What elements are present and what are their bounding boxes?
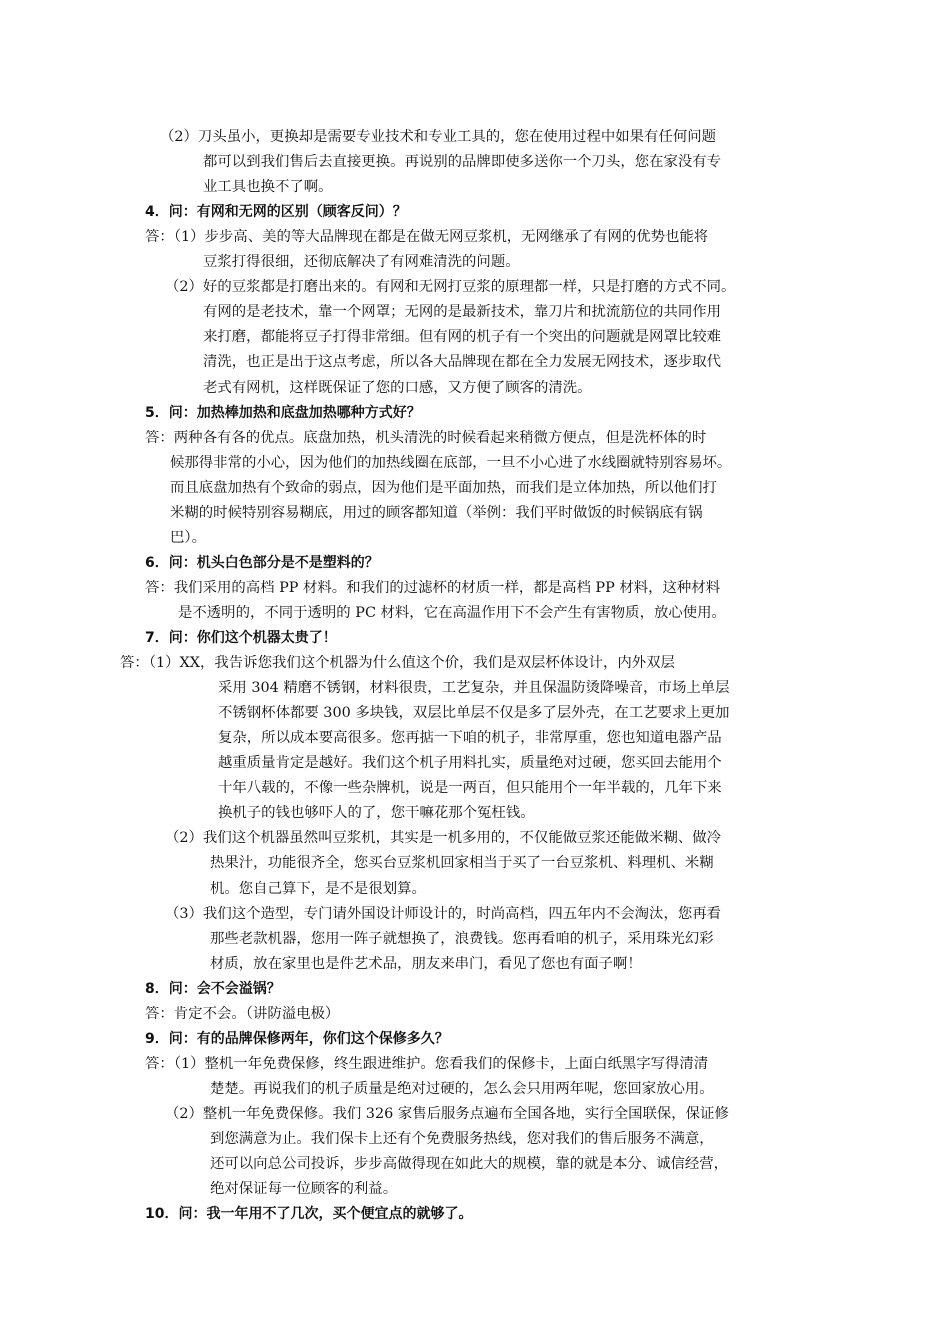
text-line: 热果汁，功能很齐全，您买台豆浆机回家相当于买了一台豆浆机、料理机、米糊 — [210, 855, 714, 872]
text-line: 清洗，也正是出于这点考虑，所以各大品牌现在都在全力发展无网技术，逐步取代 — [203, 354, 722, 371]
text-line: 那些老款机器，您用一阵子就想换了，浪费钱。您再看咱的机子，采用珠光幻彩 — [210, 930, 714, 947]
text-line: 还可以向总公司投诉，步步高做得现在如此大的规模，靠的就是本分、诚信经营， — [210, 1156, 729, 1173]
question-heading: 7．问：你们这个机器太贵了！ — [145, 630, 337, 646]
text-line: 机。您自己算下，是不是很划算。 — [210, 880, 426, 897]
text-line: （2）我们这个机器虽然叫豆浆机，其实是一机多用的，不仅能做豆浆还能做米糊、做冷 — [165, 830, 722, 847]
text-line: 都可以到我们售后去直接更换。再说别的品牌即使多送你一个刀头，您在家没有专 — [203, 154, 722, 171]
text-line: 是不透明的，不同于透明的 PC 材料，它在高温作用下不会产生有害物质，放心使用。 — [178, 604, 726, 621]
text-line: 豆浆打得很细，还彻底解决了有网难清洗的问题。 — [203, 254, 520, 271]
text-line: 老式有网机，这样既保证了您的口感，又方便了顾客的清洗。 — [203, 379, 592, 396]
text-line: 答：（1）XX，我告诉您我们这个机器为什么值这个价，我们是双层杯体设计，内外双层 — [120, 655, 675, 672]
text-line: 答：两种各有各的优点。底盘加热，机头清洗的时候看起来稍微方便点，但是洗杯体的时 — [145, 429, 707, 446]
question-heading: 4．问：有网和无网的区别（顾客反问）？ — [145, 204, 407, 221]
text-line: 业工具也换不了啊。 — [203, 179, 333, 196]
text-line: 换机子的钱也够吓人的了，您干嘛花那个冤枉钱。 — [218, 805, 535, 822]
text-line: 米糊的时候特别容易糊底，用过的顾客都知道（举例：我们平时做饭的时候锅底有锅 — [170, 504, 703, 521]
question-heading: 10．问：我一年用不了几次，买个便宜点的就够了。 — [145, 1206, 473, 1223]
text-line: 十年八载的，不像一些杂牌机，说是一两百，但只能用个一年半载的，几年下来 — [218, 780, 722, 797]
text-line: 而且底盘加热有个致命的弱点，因为他们是平面加热，而我们是立体加热，所以他们打 — [170, 479, 717, 496]
text-line: 答：我们采用的高档 PP 材料。和我们的过滤杯的材质一样，都是高档 PP 材料，这种材料 — [145, 579, 721, 596]
question-heading: 5．问：加热棒加热和底盘加热哪种方式好？ — [145, 404, 421, 421]
text-line: 不锈钢杯体都要 300 多块钱，双层比单层不仅是多了层外壳，在工艺要求上更加 — [218, 705, 730, 722]
text-line: （2）整机一年免费保修。我们 326 家售后服务点遍布全国各地，实行全国联保，保证修 — [165, 1105, 729, 1122]
text-line: 楚楚。再说我们的机子质量是绝对过硬的，怎么会只用两年呢，您回家放心用。 — [210, 1080, 714, 1097]
text-line: 采用 304 精磨不锈钢，材料很贵，工艺复杂，并且保温防烫降噪音，市场上单层 — [218, 680, 730, 697]
text-line: 到您满意为止。我们保卡上还有个免费服务热线，您对我们的售后服务不满意， — [210, 1131, 714, 1147]
text-line: 有网的是老技术，靠一个网罩；无网的是最新技术，靠刀片和扰流筋位的共同作用 — [203, 304, 722, 321]
text-line: 越重质量肯定是越好。我们这个机子用料扎实，质量绝对过硬，您买回去能用个 — [218, 755, 722, 772]
text-line: （3）我们这个造型，专门请外国设计师设计的，时尚高档，四五年内不会淘汰，您再看 — [165, 905, 722, 922]
question-heading: 6．问：机头白色部分是不是塑料的？ — [145, 554, 379, 571]
question-heading: 9．问：有的品牌保修两年，你们这个保修多久？ — [145, 1030, 449, 1047]
text-line: 候那得非常的小心，因为他们的加热线圈在底部，一旦不小心进了水线圈就特别容易坏。 — [170, 454, 732, 471]
text-line: 答：肯定不会。（讲防溢电极） — [145, 1005, 340, 1022]
text-line: 来打磨，都能将豆子打得非常细。但有网的机子有一个突出的问题就是网罩比较难 — [203, 329, 722, 346]
text-line: （2）好的豆浆都是打磨出来的。有网和无网打豆浆的原理都一样，只是打磨的方式不同。 — [165, 279, 736, 296]
text-line: 答：（1）步步高、美的等大品牌现在都是在做无网豆浆机，无网继承了有网的优势也能将 — [145, 229, 709, 246]
text-line: 材质，放在家里也是件艺术品，朋友来串门，看见了您也有面子啊！ — [210, 955, 642, 972]
text-line: （2）刀头虽小，更换却是需要专业技术和专业工具的，您在使用过程中如果有任何问题 — [160, 129, 717, 145]
question-heading: 8．问：会不会溢锅？ — [145, 980, 281, 997]
text-line: 绝对保证每一位顾客的利益。 — [210, 1181, 398, 1198]
text-line: 巴）。 — [170, 529, 206, 546]
text-line: 复杂，所以成本要高很多。您再掂一下咱的机子，非常厚重，您也知道电器产品 — [218, 730, 722, 747]
text-line: 答：（1）整机一年免费保修，终生跟进维护。您看我们的保修卡，上面白纸黑字写得清清 — [145, 1055, 709, 1072]
